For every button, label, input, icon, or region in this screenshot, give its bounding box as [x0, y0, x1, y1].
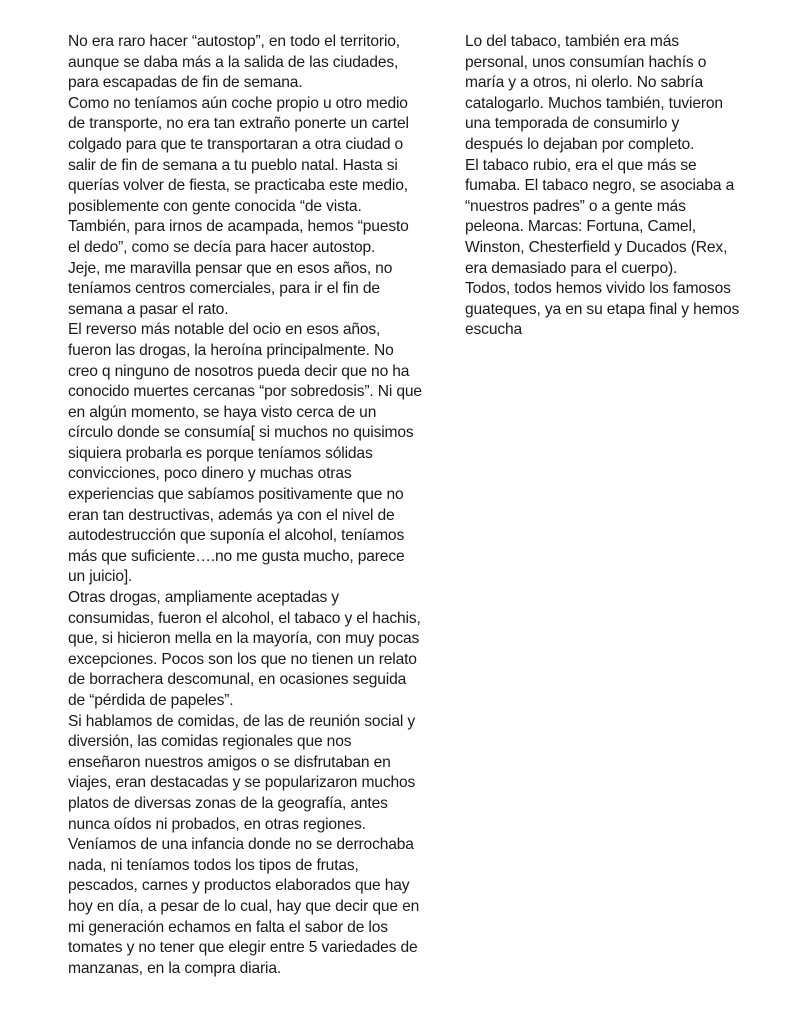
text-line: escucha [465, 321, 523, 339]
text-line: círculo donde se consumía[ si muchos no quisimos [68, 424, 414, 442]
text-line: enseñaron nuestros amigos o se disfrutaban en [68, 753, 391, 771]
text-line: También, para irnos de acampada, hemos “puesto [68, 218, 409, 236]
text-line: Si hablamos de comidas, de las de reunión social y [68, 712, 416, 730]
left-text-column [68, 32, 448, 979]
text-line: Todos, todos hemos vivido los famosos [465, 280, 731, 298]
text-line: fueron las drogas, la heroína principalmente. No [68, 341, 394, 359]
right-text-column [465, 32, 785, 341]
text-line: maría y a otros, ni olerlo. No sabría [465, 74, 703, 92]
text-line: era demasiado para el cuerpo). [465, 259, 678, 277]
text-line: hoy en día, a pesar de lo cual, hay que decir que en [68, 897, 420, 915]
text-line: El reverso más notable del ocio en esos años, [68, 321, 381, 339]
text-line: para escapadas de fin de semana. [68, 74, 303, 92]
text-line: manzanas, en la compra diaria. [68, 959, 282, 977]
text-line: Lo del tabaco, también era más [465, 33, 679, 50]
text-line: El tabaco rubio, era el que más se [465, 156, 697, 174]
text-line: Winston, Chesterfield y Ducados (Rex, [465, 238, 728, 256]
text-line: fumaba. El tabaco negro, se asociaba a [465, 177, 735, 195]
text-line: que, si hicieron mella en la mayoría, con muy pocas [68, 630, 420, 648]
text-line: peleona. Marcas: Fortuna, Camel, [465, 218, 696, 236]
text-line: semana a pasar el rato. [68, 300, 229, 318]
text-line: personal, unos consumían hachís o [465, 53, 707, 71]
text-line: convicciones, poco dinero y muchas otras [68, 465, 352, 483]
text-line: de transporte, no era tan extraño ponerte un cartel [68, 115, 409, 133]
text-line: pescados, carnes y productos elaborados que hay [68, 877, 410, 895]
text-line: teníamos centros comerciales, para ir el fin de [68, 280, 380, 298]
text-line: excepciones. Pocos son los que no tienen un relato [68, 650, 417, 668]
text-line: un juicio]. [68, 568, 133, 586]
text-line: catalogarlo. Muchos también, tuvieron [465, 94, 723, 112]
text-line: siquiera probarla es porque teníamos sólidas [68, 444, 373, 462]
text-line: de “pérdida de papeles”. [68, 692, 234, 709]
text-line: en algún momento, se haya visto cerca de un [68, 403, 377, 421]
text-line: una temporada de consumirlo y [465, 115, 680, 133]
text-line: diversión, las comidas regionales que nos [68, 733, 352, 751]
text-line: posiblemente con gente conocida “de vista. [68, 197, 362, 215]
text-line: creo q ninguno de nosotros pueda decir que no ha [68, 362, 410, 380]
text-line: Como no teníamos aún coche propio u otro medio [68, 94, 408, 112]
text-line: viajes, eran destacadas y se popularizaron muchos [68, 774, 416, 792]
text-line: experiencias que sabíamos positivamente que no [68, 486, 404, 504]
text-line: guateques, ya en su etapa final y hemos [465, 300, 740, 318]
text-line: el dedo”, como se decía para hacer autostop. [68, 238, 376, 256]
text-line: nunca oídos ni probados, en otras regiones. [68, 815, 366, 833]
text-line: querías volver de fiesta, se practicaba este medio, [68, 177, 408, 195]
text-line: aunque se daba más a la salida de las ciudades, [68, 53, 399, 71]
text-line: más que suficiente….no me gusta mucho, parece [68, 547, 405, 565]
text-line: Otras drogas, ampliamente aceptadas y [68, 589, 339, 607]
text-line: salir de fin de semana a tu pueblo natal. Hasta si [68, 156, 398, 174]
text-line: Jeje, me maravilla pensar que en esos años, no [68, 259, 393, 277]
text-line: platos de diversas zonas de la geografía, antes [68, 794, 388, 812]
text-line: autodestrucción que suponía el alcohol, teníamos [68, 527, 405, 545]
text-line: conocido muertes cercanas “por sobredosis”. Ni que [68, 383, 422, 401]
text-line: tomates y no tener que elegir entre 5 variedades de [68, 939, 418, 957]
text-line: Veníamos de una infancia donde no se derrochaba [68, 836, 414, 854]
text-line: No era raro hacer “autostop”, en todo el territorio, [68, 33, 400, 50]
text-line: de borrachera descomunal, en ocasiones seguida [68, 671, 407, 689]
text-line: consumidas, fueron el alcohol, el tabaco y el hachis, [68, 609, 421, 627]
text-line: colgado para que te transportaran a otra ciudad o [68, 135, 404, 153]
text-line: mi generación echamos en falta el sabor de los [68, 918, 388, 936]
text-line: “nuestros padres” o a gente más [465, 197, 686, 215]
text-line: después lo dejaban por completo. [465, 135, 695, 153]
text-line: nada, ni teníamos todos los tipos de frutas, [68, 856, 359, 874]
text-line: eran tan destructivas, además ya con el nivel de [68, 506, 395, 524]
